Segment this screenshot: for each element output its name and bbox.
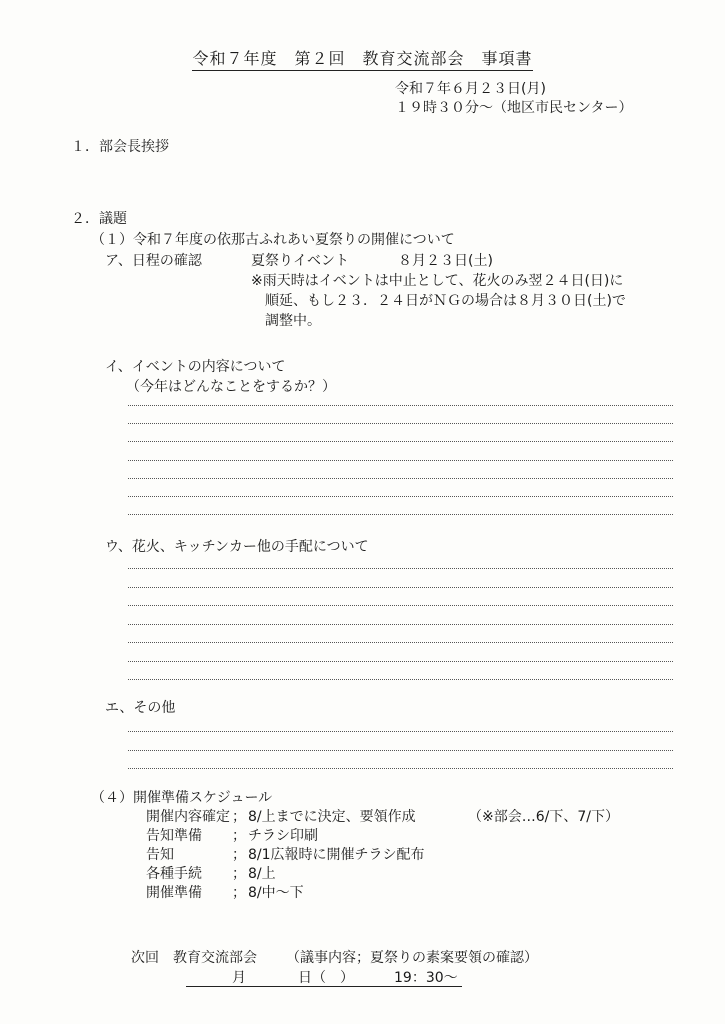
next-meeting-label: 次回 教育交流部会: [131, 950, 257, 966]
item-a-note-line3: 調整中。: [265, 313, 321, 329]
schedule-row-value: 8/中～下: [248, 885, 304, 901]
item-a-event: 夏祭りイベント: [251, 253, 349, 269]
schedule-row-name: 各種手続: [146, 866, 202, 882]
schedule-row-sep: ；: [232, 809, 246, 825]
section2-heading: ２．議題: [71, 211, 127, 227]
schedule-row-sep: ；: [232, 885, 246, 901]
meeting-time-place: １９時３０分～（地区市民センター）: [395, 100, 633, 116]
writing-line: [128, 750, 673, 751]
item-u-label: ウ、花火、キッチンカー他の手配について: [105, 539, 369, 555]
item-a-label: ア、日程の確認: [105, 253, 202, 269]
writing-line: [128, 624, 673, 625]
writing-line: [128, 731, 673, 732]
schedule-row-name: 開催内容確定: [146, 809, 230, 825]
item-e-label: エ、その他: [105, 700, 176, 716]
item-i-label: イ、イベントの内容について: [105, 359, 286, 375]
item-a-note-line2: 順延、もし２３．２４日がＮＧの場合は８月３０日(土)で: [265, 293, 626, 309]
next-meeting-day: 日（ ）: [298, 970, 354, 986]
schedule-row-value: 8/上までに決定、要領作成: [248, 809, 416, 825]
writing-line: [128, 568, 673, 569]
writing-line: [128, 679, 673, 680]
section1-heading: １．部会長挨拶: [71, 139, 169, 155]
schedule-row-extra: （※部会…6/下、7/下）: [468, 809, 619, 825]
writing-line: [128, 496, 673, 497]
schedule-heading: （４）開催準備スケジュール: [91, 790, 273, 806]
meeting-date: 令和７年６月２３日(月): [395, 81, 546, 97]
page-title-text: 令和７年度 第２回 教育交流部会 事項書: [192, 49, 532, 71]
writing-line: [128, 605, 673, 606]
writing-line: [128, 587, 673, 588]
schedule-row-name: 開催準備: [146, 885, 202, 901]
schedule-row-value: 8/1広報時に開催チラシ配布: [248, 847, 425, 863]
writing-line: [128, 441, 673, 442]
schedule-row-value: チラシ印刷: [248, 828, 318, 844]
schedule-row-sep: ；: [232, 828, 246, 844]
writing-line: [128, 405, 673, 406]
item-i-sub: （今年はどんなことをするか？）: [126, 379, 336, 395]
next-meeting-content: （議事内容；夏祭りの素案要領の確認）: [286, 950, 538, 966]
writing-line: [128, 478, 673, 479]
schedule-row-sep: ；: [232, 866, 246, 882]
writing-line: [128, 514, 673, 515]
item-a-note-line1: ※雨天時はイベントは中止として、花火のみ翌２４日(日)に: [251, 273, 624, 289]
writing-line: [128, 642, 673, 643]
schedule-row-sep: ；: [232, 847, 246, 863]
schedule-row-name: 告知: [146, 847, 174, 863]
writing-line: [128, 768, 673, 769]
agenda-item1-label: （１）令和７年度の依那古ふれあい夏祭りの開催について: [91, 232, 455, 248]
schedule-row-value: 8/上: [248, 866, 276, 882]
writing-line: [128, 661, 673, 662]
schedule-row-name: 告知準備: [146, 828, 202, 844]
item-a-date: ８月２３日(土): [398, 253, 493, 269]
next-meeting-month: 月: [232, 970, 246, 986]
page-title: [0, 46, 725, 69]
writing-line: [128, 460, 673, 461]
next-meeting-time: 19：30～: [394, 970, 458, 986]
next-meeting-underline: [186, 986, 462, 987]
writing-line: [128, 423, 673, 424]
